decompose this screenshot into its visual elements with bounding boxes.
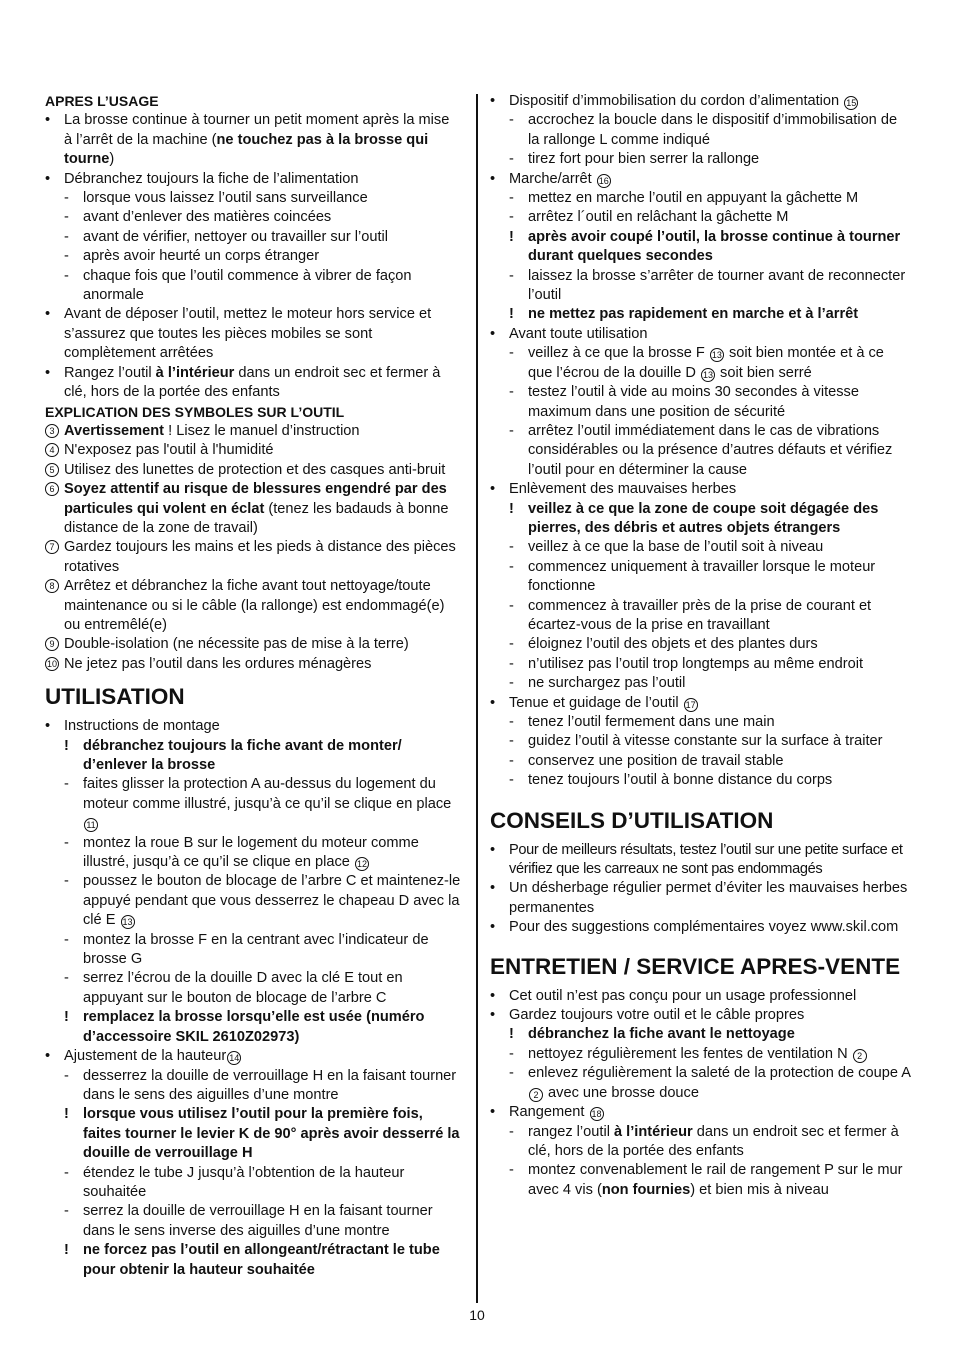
- entretien-heading: ENTRETIEN / SERVICE APRES-VENTE: [490, 953, 901, 979]
- list-item: • Instructions de montage: [45, 718, 220, 735]
- conseils-heading: CONSEILS D’UTILISATION: [490, 807, 774, 833]
- circled-number: 2: [853, 1049, 867, 1063]
- warning-mark: !: [64, 737, 69, 754]
- circled-number: 4: [45, 443, 59, 457]
- list-item: • Pour de meilleurs résultats, testez l’outil sur une petite surface et vérifiez que les carreaux ne sont pas endommagés: [490, 841, 903, 878]
- warning-mark: !: [64, 1242, 69, 1259]
- sub-list-item: - avant de vérifier, nettoyer ou travailler sur l’outil: [64, 228, 388, 245]
- circled-number: 2: [529, 1088, 543, 1102]
- symbol-item: 8 Arrêtez et débranchez la fiche avant tout nettoyage/toute maintenance ou si le câble (la rallonge) est endommagé(e) ou entremêlé(e): [45, 577, 461, 635]
- bullet: •: [45, 112, 51, 129]
- warning-item: ! remplacez la brosse lorsqu’elle est usée (numéro d’accessoire SKIL 2610Z02973): [64, 1009, 425, 1045]
- symbol-item: 10 Ne jetez pas l’outil dans les ordures ménagères: [46, 655, 372, 672]
- sub-list-item: - enlevez régulièrement la saleté de la protection de coupe A 2 avec une brosse douce: [509, 1065, 911, 1101]
- list-item: • Gardez toujours votre outil et le câble propres: [490, 1007, 805, 1024]
- sub-list-item: - veillez à ce que la brosse F 13 soit bien montée et à ce que l’écrou de la douille D 13 soit bien serré: [509, 345, 884, 381]
- warning-mark: !: [64, 1106, 69, 1123]
- circled-number: 13: [702, 369, 713, 380]
- list-item: • Ajustement de la hauteur 14: [45, 1048, 240, 1065]
- list-item: • Avant de déposer l’outil, mettez le moteur hors service et s’assurez que toutes les pièces mobiles se sont complètement arrêtées: [45, 306, 432, 362]
- sub-list-item: - rangez l’outil à l’intérieur dans un endroit sec et fermer à clé, hors de la portée des enfants: [509, 1123, 899, 1159]
- sub-list-item: - arrêtez l’outil immédiatement dans le cas de vibrations considérables ou la présence d’autres défauts et vérifiez l’outil pour en déterminer la cause: [509, 422, 893, 478]
- warning-mark: !: [509, 228, 514, 245]
- sub-list-item: - tirez fort pour bien serrer la rallonge: [509, 151, 760, 168]
- sub-list-item: - serrez l’écrou de la douille D avec la clé E tout en appuyant sur le bouton de blocage de l’arbre C: [64, 970, 403, 1006]
- list-item: • Débranchez toujours la fiche de l’alimentation: [45, 170, 359, 187]
- circled-number: 10: [46, 658, 57, 669]
- sub-list-item: - tenez toujours l’outil à bonne distance du corps: [509, 772, 833, 789]
- circled-number: 17: [685, 699, 696, 710]
- sub-list-item: - arrêtez l´outil en relâchant la gâchette M: [509, 209, 789, 226]
- warning-mark: !: [509, 306, 514, 323]
- sub-list-item: - lorsque vous laissez l’outil sans surveillance: [64, 190, 368, 207]
- symbol-item: 7 Gardez toujours les mains et les pieds à distance des pièces rotatives: [45, 538, 461, 577]
- sub-list-item: - commencez uniquement à travailler lorsque le moteur fonctionne: [509, 558, 876, 595]
- list-item: • Rangez l’outil à l’intérieur dans un endroit sec et fermer à clé, hors de la portée des enfants: [45, 364, 441, 401]
- sub-list-item: - nettoyez régulièrement les fentes de ventilation N 2: [490, 1045, 912, 1064]
- circled-number: 13: [122, 917, 133, 928]
- page-number: 10: [469, 1307, 485, 1323]
- circled-number: 6: [45, 482, 59, 496]
- circled-number: 14: [229, 1053, 240, 1064]
- sub-list-item: - desserrez la douille de verrouillage H en la faisant tourner dans le sens des aiguilles d’une montre: [64, 1067, 457, 1103]
- circled-number: 12: [356, 859, 367, 870]
- sub-list-item: - tenez l’outil fermement dans une main: [509, 714, 775, 730]
- sub-list-item: - étendez le tube J jusqu’à l’obtention de la hauteur souhaitée: [64, 1164, 405, 1200]
- sub-list-item: - ne surchargez pas l’outil: [509, 675, 686, 692]
- list-item: • Rangement 18: [490, 1104, 602, 1121]
- circled-number: 3: [45, 424, 59, 438]
- sub-list-item: - accrochez la boucle dans le dispositif d’immobilisation de la rallonge L comme indiqué: [509, 112, 898, 148]
- list-item: • Avant toute utilisation: [490, 325, 648, 342]
- sub-list-item: - éloignez l’outil des objets et des plantes durs: [509, 636, 818, 653]
- list-item: • Pour des suggestions complémentaires voyez www.skil.com: [490, 919, 899, 936]
- circled-number: 15: [846, 98, 857, 108]
- symbol-item: 5 Utilisez des lunettes de protection et des casques anti-bruit: [45, 461, 461, 480]
- list-item: • Cet outil n’est pas conçu pour un usage professionnel: [490, 987, 857, 1004]
- list-item: • Un désherbage régulier permet d’éviter les mauvaises herbes permanentes: [490, 880, 908, 916]
- circled-number: 7: [45, 540, 59, 554]
- warning-mark: !: [509, 1026, 514, 1043]
- column-divider: [476, 94, 478, 1303]
- circled-number: 8: [45, 579, 59, 593]
- sub-list-item: - laissez la brosse s’arrêter de tourner avant de reconnecter l’outil: [509, 267, 906, 304]
- warning-item: ! ne mettez pas rapidement en marche et à l’arrêt: [490, 305, 912, 324]
- sub-list-item: - poussez le bouton de blocage de l’arbre C et maintenez-le appuyé pendant que vous desserrez le chapeau D avec la clé E 13: [64, 873, 461, 929]
- sub-list-item: - faites glisser la protection A au-dessus du logement du moteur comme illustré, jusqu’à ce qu’il se clique en place 11: [64, 776, 452, 831]
- warning-item: ! débranchez la fiche avant le nettoyage: [490, 1025, 912, 1044]
- warning-item: ! ne forcez pas l’outil en allongeant/rétractant le tube pour obtenir la hauteur souhaitée: [64, 1242, 440, 1278]
- list-item: • Tenue et guidage de l’outil 17: [490, 694, 696, 711]
- sub-list-item: - guidez l’outil à vitesse constante sur la surface à traiter: [509, 733, 883, 750]
- warning-item: ! veillez à ce que la zone de coupe soit dégagée des pierres, des débris et autres objets étrangers: [509, 500, 879, 536]
- sub-list-item: - testez l’outil à vide au moins 30 secondes à vitesse maximum dans une position de sécurité: [509, 384, 859, 420]
- list-item: • Enlèvement des mauvaises herbes: [490, 481, 737, 498]
- list-item: • La brosse continue à tourner un petit moment après la mise à l’arrêt de la machine (ne touchez pas à la brosse qui tourne): [45, 112, 450, 168]
- sub-list-item: - serrez la douille de verrouillage H en la faisant tourner dans le sens inverse des aiguilles d’une montre: [64, 1203, 433, 1239]
- sub-list-item: - conservez une position de travail stable: [509, 752, 784, 769]
- right-column: [490, 92, 912, 1200]
- circled-number: 18: [591, 1109, 602, 1120]
- circled-number: 13: [711, 350, 722, 361]
- sub-list-item: - n’utilisez pas l’outil trop longtemps au même endroit: [509, 655, 864, 672]
- symbols-heading: EXPLICATION DES SYMBOLES SUR L’OUTIL: [45, 403, 345, 420]
- sub-list-item: - montez la brosse F en la centrant avec l’indicateur de brosse G: [64, 931, 429, 968]
- circled-number: 11: [84, 818, 98, 832]
- warning-item: ! après avoir coupé l’outil, la brosse continue à tourner durant quelques secondes: [509, 228, 901, 265]
- circled-number: 5: [45, 463, 59, 477]
- sub-list-item: - montez convenablement le rail de rangement P sur le mur avec 4 vis (non fournies) et bien mis à niveau: [509, 1162, 903, 1198]
- list-item: • Dispositif d’immobilisation du cordon d’alimentation 15: [490, 93, 857, 109]
- circled-number: 9: [45, 637, 59, 651]
- sub-list-item: - après avoir heurté un corps étranger: [64, 248, 320, 265]
- sub-list-item: - veillez à ce que la base de l’outil soit à niveau: [509, 539, 824, 556]
- list-item: • Marche/arrêt 16: [490, 170, 609, 187]
- apres-usage-heading: APRES L’USAGE: [45, 93, 159, 109]
- sub-list-item: - montez la roue B sur le logement du moteur comme illustré, jusqu’à ce qu’il se clique en place 12: [64, 834, 419, 871]
- sub-list-item: - avant d’enlever des matières coincées: [64, 209, 332, 226]
- warning-item: ! lorsque vous utilisez l’outil pour la première fois, faites tourner le levier K de 90° après avoir desserré la douille de verrouillage H: [64, 1106, 460, 1162]
- warning-mark: !: [64, 1009, 69, 1026]
- utilisation-heading: UTILISATION: [45, 684, 185, 710]
- sub-list-item: - mettez en marche l’outil en appuyant la gâchette M: [509, 190, 859, 207]
- sub-list-item: - commencez à travailler près de la prise de courant et écartez-vous de la prise en travaillant: [509, 597, 872, 633]
- circled-number: 16: [598, 175, 609, 186]
- left-column: [45, 92, 461, 1280]
- symbol-item: 6 Soyez attentif au risque de blessures engendré par des particules qui volent en éclat (tenez les badauds à bonne distance de la zone de travail): [45, 480, 461, 538]
- symbol-item: 3 Avertissement ! Lisez le manuel d’instruction: [45, 422, 461, 441]
- warning-item: ! débranchez toujours la fiche avant de monter/ d’enlever la brosse: [64, 737, 402, 773]
- symbol-item: 9 Double-isolation (ne nécessite pas de mise à la terre): [45, 635, 461, 654]
- sub-list-item: - chaque fois que l’outil commence à vibrer de façon anormale: [64, 267, 412, 304]
- symbol-item: 4 N'exposez pas l'outil à l'humidité: [45, 441, 461, 460]
- warning-mark: !: [509, 500, 514, 517]
